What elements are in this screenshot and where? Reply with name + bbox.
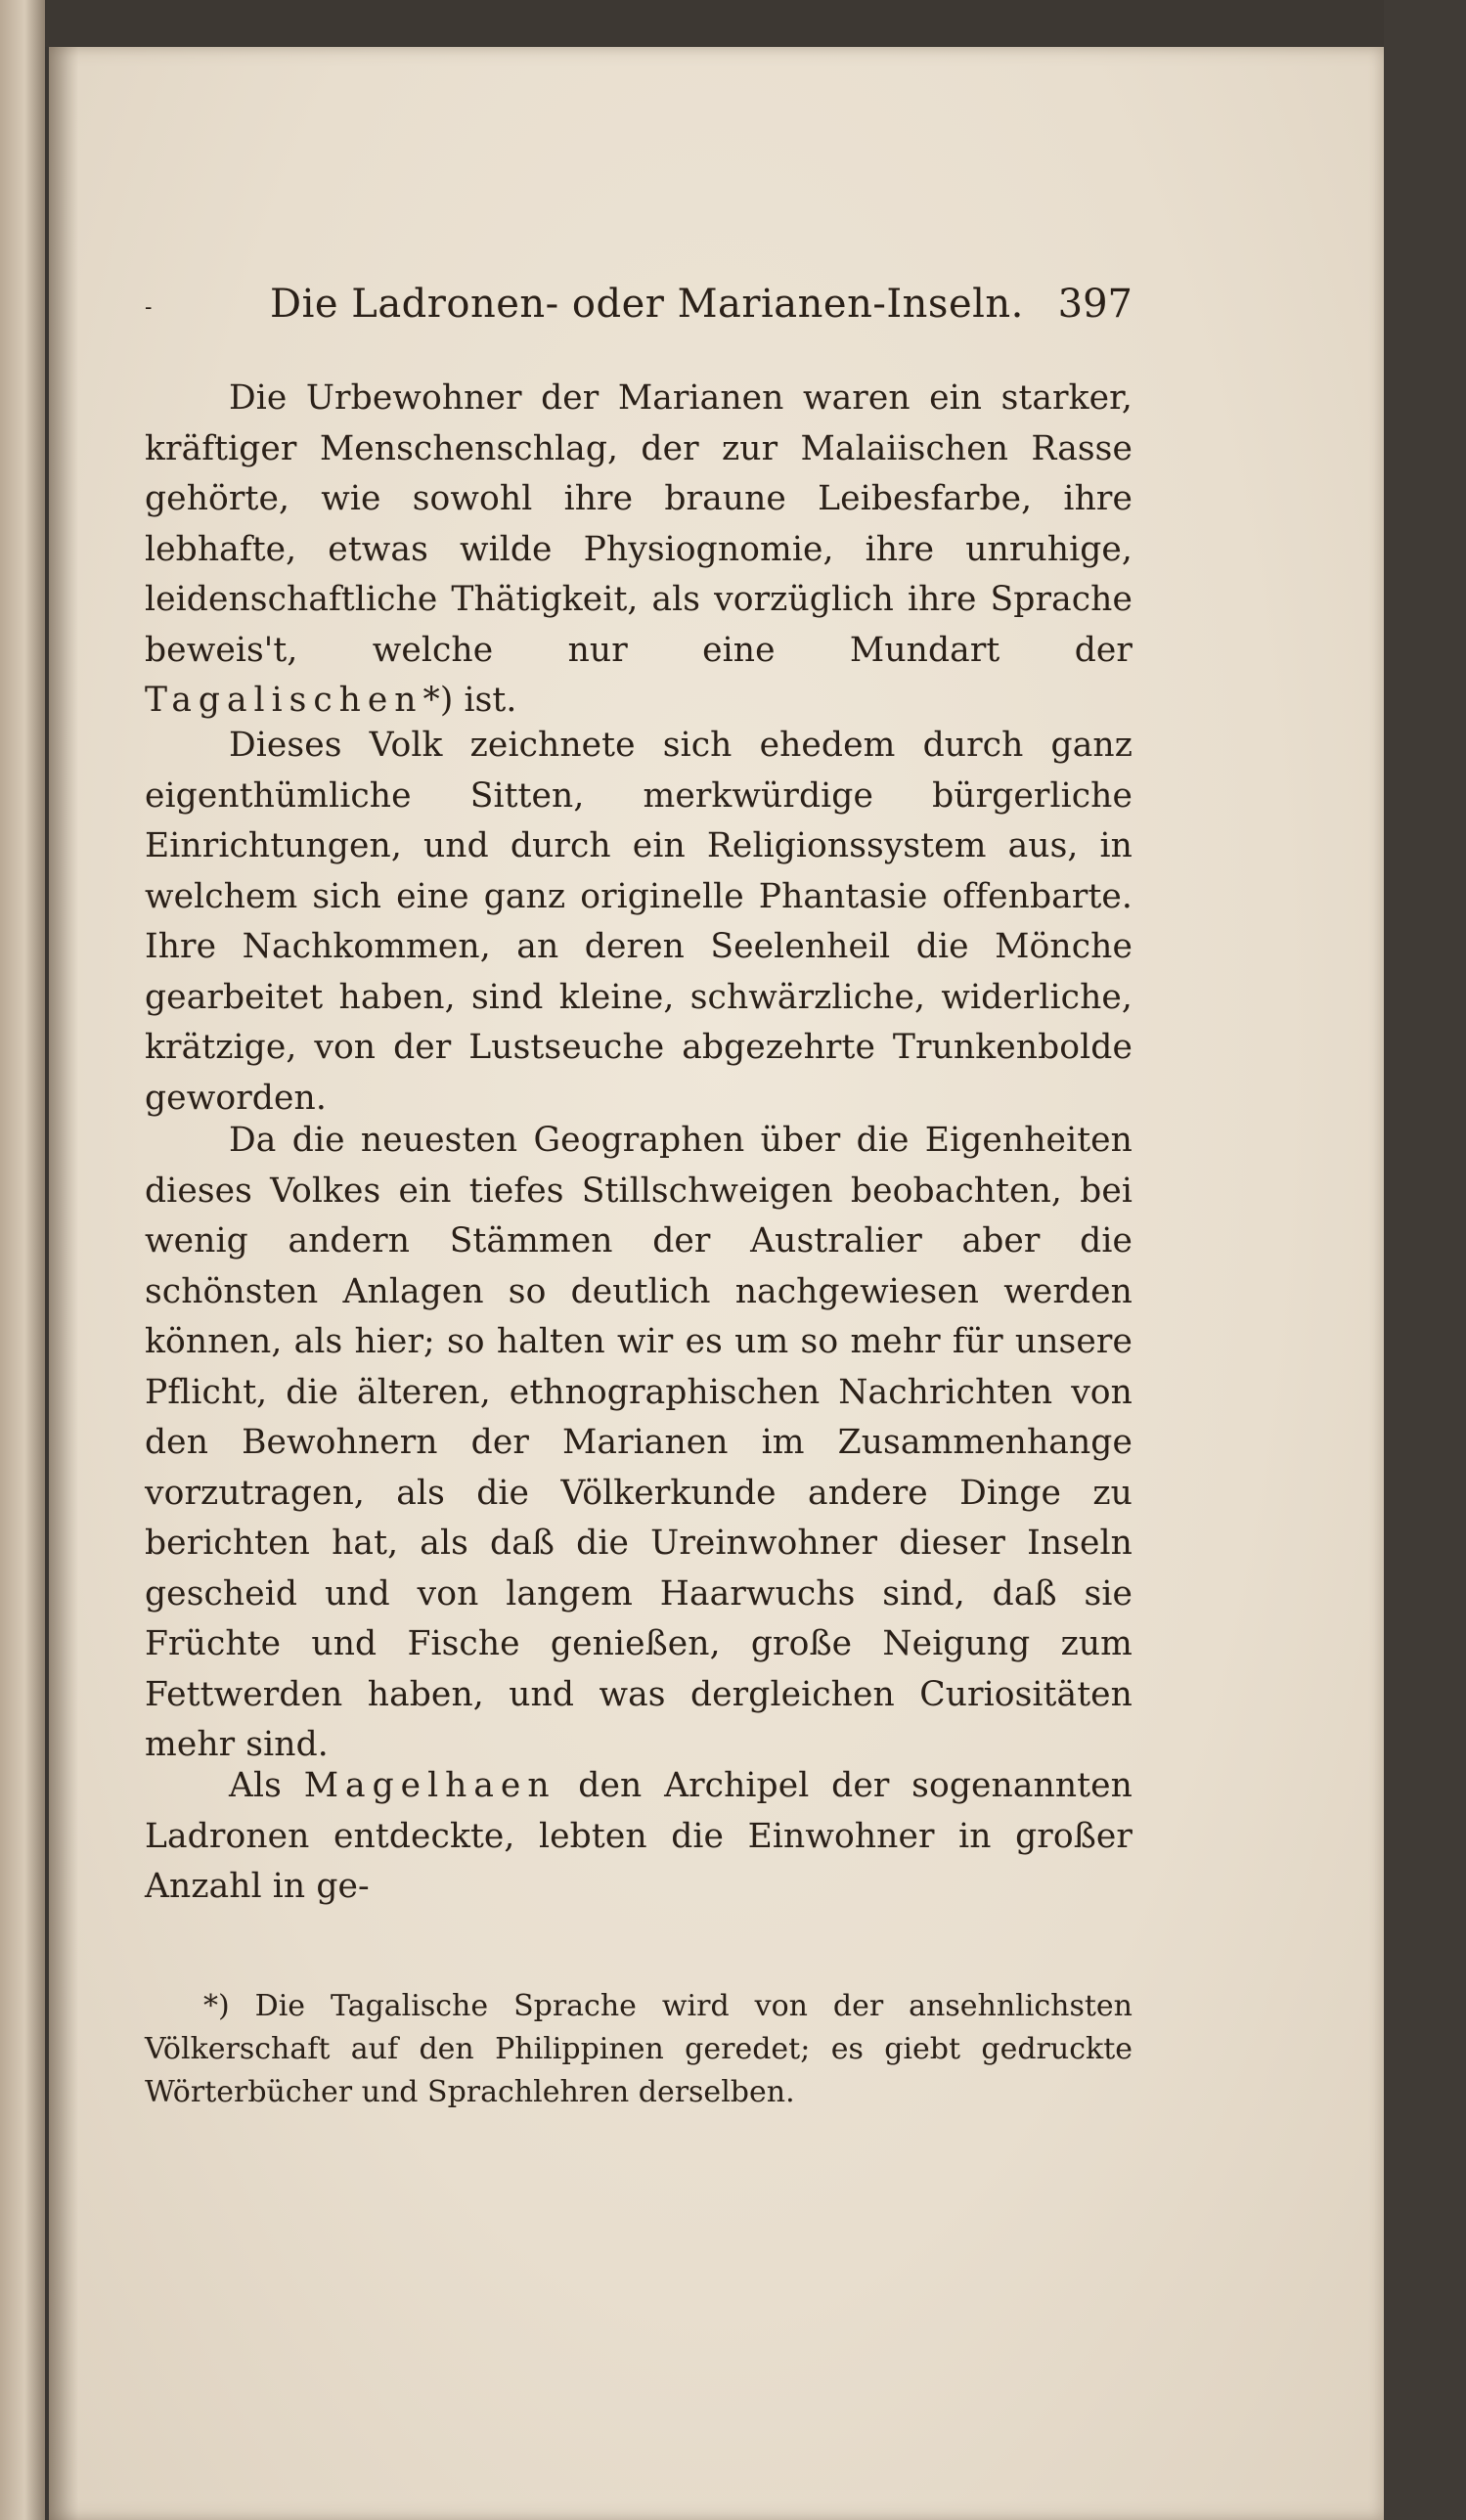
paragraph-4-text: den Archipel der sogenannten Ladronen entdeckte, lebten die Einwohner in großer Anzahl in ge- <box>145 1766 1133 1906</box>
paragraph-4-head: Als <box>229 1766 304 1805</box>
previous-page-edge <box>0 0 45 2520</box>
scan-background-top <box>45 0 1384 47</box>
paragraph-2: Dieses Volk zeichnete sich ehedem durch ganz eigenthümliche Sitten, merkwürdige bürgerliche Einrichtungen, und durch ein Religionssystem aus, in welchem sich eine ganz originelle Phantasie offenbarte. Ihre Nachkommen, an deren Seelenheil die Mönche gearbeitet haben, sind kleine, schwärzliche, widerliche, krätzige, von der Lustseuche abgezehrte Trunkenbolde geworden. <box>145 726 1133 1118</box>
spine-shadow <box>49 47 78 2520</box>
scan-background-right <box>1384 0 1466 2520</box>
spaced-word-magelhaen: Magelhaen <box>303 1766 556 1805</box>
paragraph-1-text: Die Urbewohner der Marianen waren ein starker, kräftiger Menschenschlag, der zur Malaiischen Rasse gehörte, wie sowohl ihre braune Leibesfarbe, ihre lebhafte, etwas wilde Physiognomie, ihre unruhige, leidenschaftliche Thätigkeit, als vorzüglich ihre Sprache beweis't, welche nur eine Mundart der <box>145 378 1133 670</box>
paragraph-4 <box>145 1761 1133 1913</box>
paragraph-3: Da die neuesten Geographen über die Eigenheiten dieses Volkes ein tiefes Stillschweigen beobachten, bei wenig andern Stämmen der Australier aber die schönsten Anlagen so deutlich nachgewiesen werden können, als hier; so halten wir es um so mehr für unsere Pflicht, die älteren, ethnographischen Nachrichten von den Bewohnern der Marianen im Zusammenhange vorzutragen, als die Völkerkunde andere Dinge zu berichten hat, als daß die Ureinwohner dieser Inseln gescheid und von langem Haarwuchs sind, daß sie Früchte und Fische genießen, große Neigung zum Fettwerden haben, und was dergleichen Curiositäten mehr sind. <box>145 1121 1133 1764</box>
footnote: *) Die Tagalische Sprache wird von der ansehnlichsten Völkerschaft auf den Philippinen geredet; es giebt gedruckte Wörterbücher und Sprachlehren derselben. <box>145 1989 1133 2109</box>
page-number: 397 <box>1057 282 1133 327</box>
paragraph-1 <box>145 374 1133 727</box>
spaced-word-tagalischen: Tagalischen <box>145 681 423 720</box>
page-header <box>145 282 1133 340</box>
running-title: Die Ladronen- oder Marianen-Inseln. <box>270 282 1024 327</box>
paragraph-1-tail: *) ist. <box>422 681 517 720</box>
stray-mark: - <box>145 295 153 320</box>
